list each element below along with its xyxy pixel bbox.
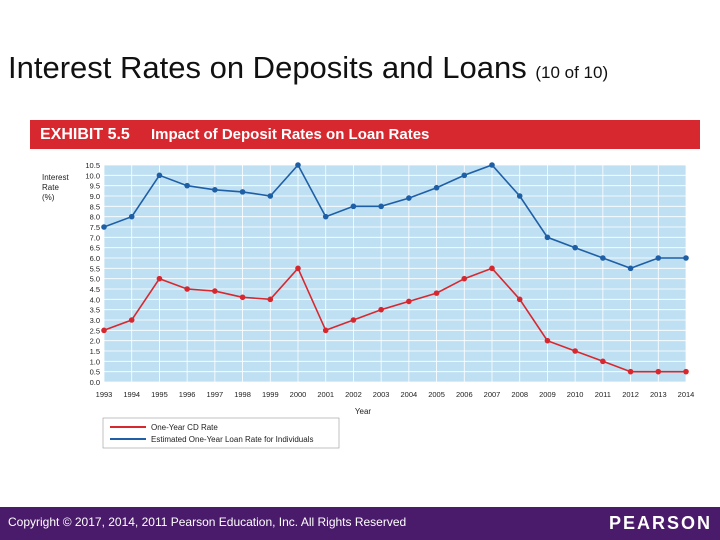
slide-title bbox=[8, 50, 608, 86]
x-tick-label: 2011 bbox=[594, 390, 611, 399]
data-point-1 bbox=[240, 189, 246, 195]
exhibit-number: EXHIBIT 5.5 bbox=[40, 126, 130, 143]
data-point-0 bbox=[351, 317, 357, 323]
data-point-1 bbox=[572, 245, 578, 251]
x-tick-label: 2013 bbox=[649, 390, 667, 399]
x-tick-label: 2008 bbox=[511, 390, 529, 399]
y-tick-label: 7.5 bbox=[89, 223, 100, 232]
data-point-1 bbox=[351, 204, 357, 210]
data-point-0 bbox=[157, 276, 163, 282]
data-point-0 bbox=[406, 299, 412, 305]
data-point-1 bbox=[184, 183, 190, 189]
data-point-1 bbox=[406, 195, 412, 201]
x-tick-label: 2001 bbox=[317, 390, 335, 399]
x-tick-label: 2003 bbox=[372, 390, 390, 399]
y-tick-label: 0.0 bbox=[89, 378, 100, 387]
x-tick-label: 1996 bbox=[178, 390, 196, 399]
slide-title-text: Interest Rates on Deposits and Loans bbox=[8, 50, 527, 85]
exhibit-banner bbox=[30, 120, 700, 149]
data-point-1 bbox=[600, 255, 606, 261]
data-point-0 bbox=[489, 266, 495, 272]
x-tick-label: 2002 bbox=[345, 390, 362, 399]
data-point-1 bbox=[129, 214, 135, 220]
y-tick-label: 6.0 bbox=[89, 254, 100, 263]
data-point-0 bbox=[101, 328, 107, 334]
data-point-0 bbox=[600, 359, 606, 365]
x-tick-label: 1993 bbox=[95, 390, 113, 399]
data-point-0 bbox=[323, 328, 329, 334]
x-tick-label: 2012 bbox=[622, 390, 639, 399]
data-point-1 bbox=[489, 162, 495, 168]
x-tick-label: 1998 bbox=[234, 390, 251, 399]
x-tick-label: 2010 bbox=[566, 390, 584, 399]
y-tick-label: 10.0 bbox=[85, 171, 100, 181]
copyright-text: Copyright © 2017, 2014, 2011 Pearson Education, Inc. All Rights Reserved bbox=[8, 515, 407, 529]
data-point-0 bbox=[434, 290, 440, 296]
x-tick-label: 2009 bbox=[539, 390, 556, 399]
y-tick-label: 8.5 bbox=[89, 202, 100, 212]
y-tick-label: 5.0 bbox=[89, 274, 100, 284]
footer-bar bbox=[0, 507, 720, 540]
legend bbox=[103, 418, 339, 448]
y-tick-label: 6.5 bbox=[89, 243, 100, 253]
y-axis-label-line-1: Interest bbox=[42, 173, 69, 182]
data-point-0 bbox=[517, 297, 523, 303]
legend-label-loan: Estimated One-Year Loan Rate for Individuals bbox=[151, 435, 314, 444]
x-tick-label: 1994 bbox=[123, 390, 141, 399]
plot-area bbox=[104, 165, 686, 382]
data-point-1 bbox=[545, 235, 551, 241]
x-tick-label: 2004 bbox=[400, 390, 418, 399]
data-point-1 bbox=[323, 214, 329, 220]
exhibit-title: Impact of Deposit Rates on Loan Rates bbox=[151, 126, 430, 143]
x-tick-label: 1995 bbox=[151, 390, 168, 399]
x-axis-label: Year bbox=[354, 407, 372, 416]
y-tick-label: 4.5 bbox=[89, 285, 100, 294]
data-point-0 bbox=[267, 297, 273, 303]
y-tick-label: 4.0 bbox=[89, 295, 100, 305]
data-point-0 bbox=[378, 307, 384, 313]
y-tick-label: 1.0 bbox=[89, 357, 100, 367]
data-point-1 bbox=[683, 255, 689, 261]
y-tick-label: 5.5 bbox=[89, 264, 100, 274]
data-point-1 bbox=[461, 173, 467, 179]
data-point-0 bbox=[628, 369, 634, 375]
data-point-0 bbox=[683, 369, 689, 375]
legend-label-cd: One-Year CD Rate bbox=[151, 423, 218, 432]
x-tick-label: 2005 bbox=[428, 390, 445, 399]
line-chart bbox=[30, 150, 700, 450]
data-point-0 bbox=[184, 286, 190, 292]
x-tick-label: 2007 bbox=[483, 390, 501, 399]
y-axis-label-line-2: Rate bbox=[42, 183, 59, 192]
y-tick-label: 2.0 bbox=[89, 336, 100, 346]
pearson-logo: PEARSON bbox=[608, 513, 712, 533]
x-tick-label: 2014 bbox=[677, 390, 695, 399]
data-point-1 bbox=[295, 162, 301, 168]
data-point-1 bbox=[157, 173, 163, 179]
x-tick-label: 1997 bbox=[206, 390, 224, 399]
data-point-1 bbox=[101, 224, 107, 230]
data-point-0 bbox=[572, 348, 578, 354]
data-point-0 bbox=[240, 294, 246, 300]
data-point-1 bbox=[267, 193, 273, 199]
y-tick-label: 2.5 bbox=[89, 326, 100, 336]
y-tick-label: 3.5 bbox=[89, 305, 100, 315]
y-tick-label: 7.0 bbox=[89, 233, 100, 243]
data-point-1 bbox=[517, 193, 523, 199]
y-tick-label: 9.0 bbox=[89, 192, 100, 201]
x-tick-label: 2000 bbox=[289, 390, 307, 399]
data-point-1 bbox=[434, 185, 440, 191]
y-tick-label: 9.5 bbox=[89, 181, 100, 191]
data-point-0 bbox=[545, 338, 551, 344]
y-tick-label: 10.5 bbox=[85, 161, 100, 170]
data-point-1 bbox=[655, 255, 661, 261]
data-point-0 bbox=[461, 276, 467, 282]
data-point-0 bbox=[655, 369, 661, 375]
data-point-0 bbox=[129, 317, 135, 323]
data-point-0 bbox=[212, 288, 218, 294]
y-tick-label: 0.5 bbox=[89, 367, 100, 377]
data-point-1 bbox=[378, 204, 384, 210]
slide-title-suffix: (10 of 10) bbox=[535, 63, 609, 82]
x-tick-label: 1999 bbox=[261, 390, 279, 399]
x-tick-label: 2006 bbox=[455, 390, 473, 399]
y-tick-label: 1.5 bbox=[89, 347, 100, 356]
y-tick-label: 3.0 bbox=[89, 316, 100, 325]
data-point-0 bbox=[295, 266, 301, 272]
y-axis-label-line-3: (%) bbox=[42, 193, 55, 202]
data-point-1 bbox=[628, 266, 634, 272]
data-point-1 bbox=[212, 187, 218, 193]
y-tick-label: 8.0 bbox=[89, 212, 100, 222]
